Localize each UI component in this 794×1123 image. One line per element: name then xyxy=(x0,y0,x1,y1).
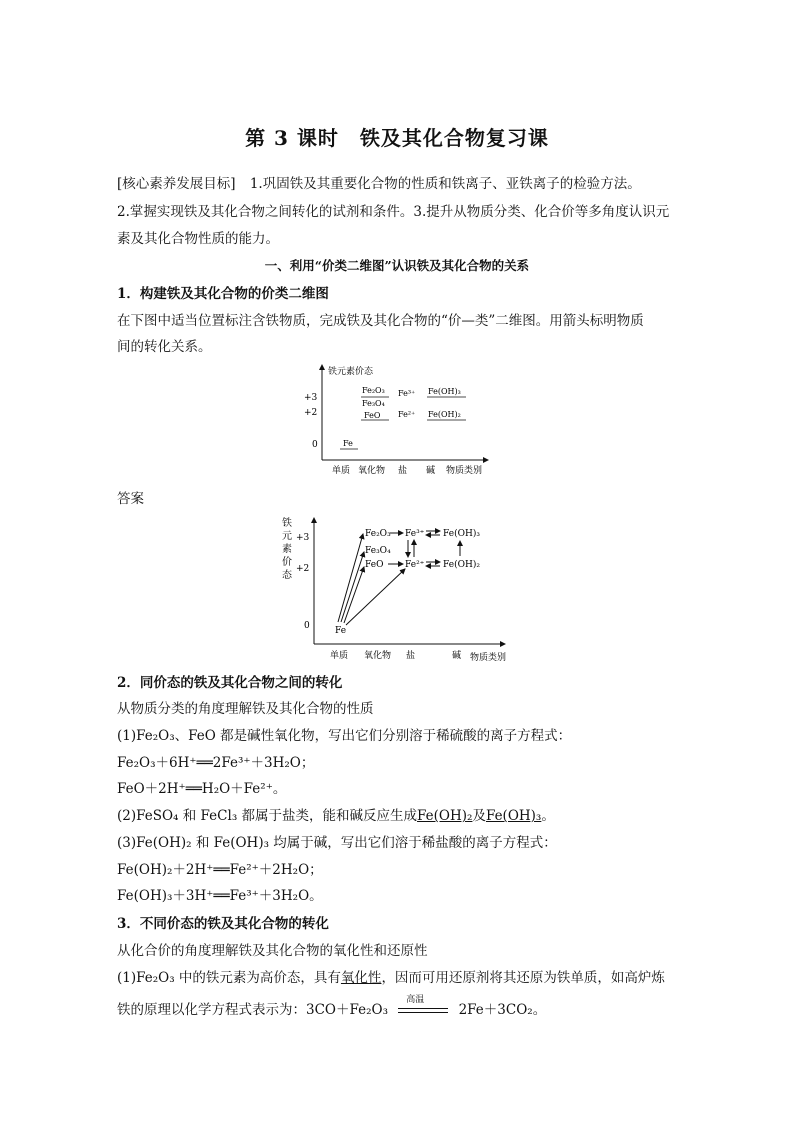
y-axis-arrow xyxy=(311,517,317,523)
label-fe2o3: Fe₂O₃ xyxy=(365,529,391,539)
question-4 xyxy=(117,966,665,986)
y-tick-plus2: +2 xyxy=(296,564,310,574)
objectives-line-2: 2.掌握实现铁及其化合物之间转化的试剂和条件。3.提升从物质分类、化合价等多角度认识元 xyxy=(117,204,670,220)
objectives-line-3: 素及其化合物性质的能力。 xyxy=(117,231,279,247)
label-feoh3: Fe(OH)₃ xyxy=(428,387,461,396)
y-title-char-4: 价 xyxy=(282,557,292,568)
objectives-line-1 xyxy=(117,172,641,192)
equation-5-left: 铁的原理以化学方程式表示为：3CO＋Fe₂O₃ xyxy=(117,1002,388,1018)
paragraph-1a: 在下图中适当位置标注含铁物质，完成铁及其化合物的“价—类”二维图。用箭头标明物质 xyxy=(117,313,644,329)
label-fe: Fe xyxy=(343,439,353,448)
x-tick-base: 碱 xyxy=(452,651,462,661)
answer-oxidizing: 氧化性 xyxy=(340,970,382,986)
question-4-text: (1)Fe₂O₃ 中的铁元素为高价态，具有 xyxy=(117,970,341,986)
question-3: (3)Fe(OH)₂ 和 Fe(OH)₃ 均属于碱，写出它们溶于稀盐酸的离子方程式： xyxy=(117,835,557,851)
label-fe3o4: Fe₃O₄ xyxy=(362,399,385,408)
label-fe2o3: Fe₂O₃ xyxy=(362,386,385,395)
question-1: (1)Fe₂O₃、FeO 都是碱性氧化物，写出它们分别溶于稀硫酸的离子方程式： xyxy=(117,728,572,744)
answer-label: 答案 xyxy=(117,491,144,507)
valence-class-diagram-answer xyxy=(278,512,518,664)
y-title-char-5: 态 xyxy=(282,570,292,581)
subheading-1: 1．构建铁及其化合物的价类二维图 xyxy=(117,286,329,302)
y-title-char-1: 铁 xyxy=(282,518,292,529)
equation-4: Fe(OH)₃＋3H⁺══Fe³⁺＋3H₂O。 xyxy=(117,888,323,904)
equation-2: FeO＋2H⁺══H₂O＋Fe²⁺。 xyxy=(117,781,287,797)
question-4-equation xyxy=(117,994,547,1018)
label-feoh2: Fe(OH)₂ xyxy=(428,410,461,419)
equals-line-top xyxy=(398,1008,448,1009)
arrow-fe-to-fe2 xyxy=(346,569,405,625)
x-tick-base: 碱 xyxy=(426,466,436,476)
label-fe3plus: Fe³⁺ xyxy=(398,389,416,398)
y-title-char-3: 素 xyxy=(282,544,292,555)
label-feoh2: Fe(OH)₂ xyxy=(443,560,480,570)
label-feo: FeO xyxy=(364,411,381,420)
question-2-mid: 及 xyxy=(472,808,486,824)
y-tick-0: 0 xyxy=(312,440,318,450)
x-tick-oxide: 氧化物 xyxy=(364,651,392,661)
question-2 xyxy=(117,804,555,824)
condition-high-temp: 高温 xyxy=(406,994,425,1005)
y-axis-arrow xyxy=(319,364,325,370)
answer-feoh3: Fe(OH)₃ xyxy=(485,808,542,824)
x-tick-oxide: 氧化物 xyxy=(358,466,386,476)
x-axis-arrow xyxy=(483,457,489,463)
label-fe2plus: Fe²⁺ xyxy=(398,410,416,419)
x-axis-title: 物质类别 xyxy=(470,653,507,663)
paragraph-1b: 间的转化关系。 xyxy=(117,339,212,355)
x-axis-title: 物质类别 xyxy=(446,466,483,476)
x-tick-salt: 盐 xyxy=(398,466,408,476)
label-fe2plus: Fe²⁺ xyxy=(405,560,425,570)
label-fe: Fe xyxy=(335,626,347,636)
question-2-end: 。 xyxy=(541,808,555,824)
subheading-3: 3．不同价态的铁及其化合物的转化 xyxy=(117,916,329,932)
x-tick-salt: 盐 xyxy=(406,651,416,661)
y-tick-plus3: +3 xyxy=(304,393,318,403)
section-heading-1: 一、利用“价类二维图”认识铁及其化合物的关系 xyxy=(264,258,530,273)
equation-3: Fe(OH)₂＋2H⁺══Fe²⁺＋2H₂O； xyxy=(117,862,323,878)
y-tick-plus3: +3 xyxy=(296,533,310,543)
label-feo: FeO xyxy=(365,560,384,570)
answer-feoh2: Fe(OH)₂ xyxy=(417,808,473,824)
y-tick-plus2: +2 xyxy=(304,408,318,418)
arrow-fe-to-fe2o3 xyxy=(338,534,363,622)
objectives-tag: [核心素养发展目标] xyxy=(117,176,236,192)
paragraph-2: 从物质分类的角度理解铁及其化合物的性质 xyxy=(117,701,374,717)
label-feoh3: Fe(OH)₃ xyxy=(443,529,480,539)
y-axis-title: 铁元素价态 xyxy=(328,367,374,377)
x-tick-elemental: 单质 xyxy=(330,651,349,661)
equation-1: Fe₂O₃＋6H⁺══2Fe³⁺＋3H₂O； xyxy=(117,755,315,771)
question-4-rest: ，因而可用还原剂将其还原为铁单质，如高炉炼 xyxy=(381,970,665,986)
paragraph-3: 从化合价的角度理解铁及其化合物的氧化性和还原性 xyxy=(117,943,428,959)
arrow-fe-to-feo xyxy=(344,567,364,623)
objectives-text-1: 1.巩固铁及其重要化合物的性质和铁离子、亚铁离子的检验方法。 xyxy=(249,176,641,192)
x-tick-elemental: 单质 xyxy=(332,466,351,476)
y-tick-0: 0 xyxy=(304,621,310,631)
label-fe3plus: Fe³⁺ xyxy=(405,529,425,539)
equation-5-right: 2Fe＋3CO₂。 xyxy=(458,1002,547,1018)
page-title: 第 3 课时 铁及其化合物复习课 xyxy=(245,126,549,150)
y-title-char-2: 元 xyxy=(282,531,292,542)
label-fe3o4: Fe₃O₄ xyxy=(365,546,391,556)
question-2-text: (2)FeSO₄ 和 FeCl₃ 都属于盐类，能和碱反应生成 xyxy=(117,808,418,824)
subheading-2: 2．同价态的铁及其化合物之间的转化 xyxy=(117,675,343,691)
x-axis-arrow xyxy=(500,641,506,647)
equals-line-bottom xyxy=(398,1012,448,1013)
valence-class-diagram-blank xyxy=(300,360,500,480)
reaction-condition xyxy=(398,994,448,1018)
